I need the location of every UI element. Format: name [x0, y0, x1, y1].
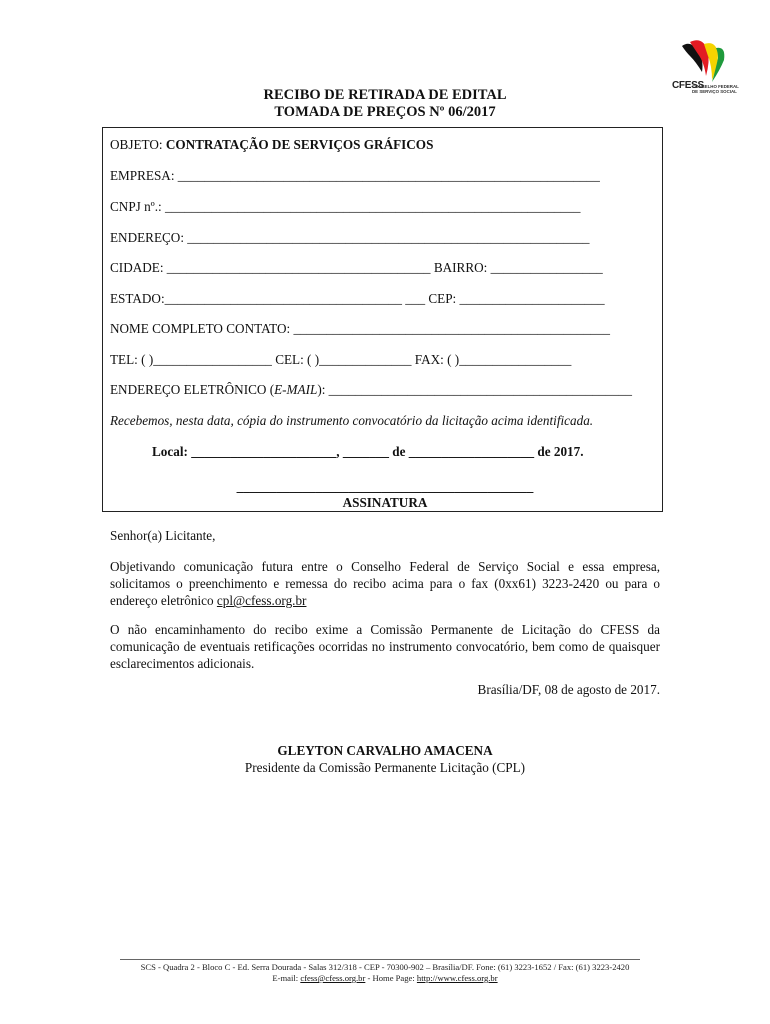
signature-label: ASSINATURA — [342, 495, 428, 510]
footer-contacts — [0, 973, 770, 983]
cpl-email-link[interactable]: cpl@cfess.org.br — [216, 593, 307, 609]
local-date-field[interactable]: Local: ______________________, _______ de ___________________ de 2017. — [152, 444, 584, 459]
signer-role: Presidente da Comissão Permanente Licitação (CPL) — [244, 760, 526, 775]
email-label-a: ENDEREÇO ELETRÔNICO ( — [110, 382, 275, 397]
footer-divider — [120, 959, 640, 960]
footer-home-label: - Home Page: — [365, 973, 417, 983]
footer-email-label: E-mail: — [272, 973, 301, 983]
email-label-em: E-MAIL — [274, 382, 318, 397]
place-date: Brasília/DF, 08 de agosto de 2017. — [477, 682, 660, 697]
page-title: RECIBO DE RETIRADA DE EDITAL — [263, 87, 507, 103]
nome-contato-field[interactable]: NOME COMPLETO CONTATO: ________________________________________________ — [110, 321, 610, 336]
objeto-label: OBJETO: — [110, 137, 166, 152]
cnpj-field[interactable]: CNPJ nº.: _______________________________________________________________ — [110, 199, 581, 214]
cfess-logo-text: CFESS — [672, 80, 704, 91]
email-field[interactable] — [110, 382, 632, 398]
cfess-logo-mark — [668, 36, 742, 86]
signer-name: GLEYTON CARVALHO AMACENA — [277, 743, 493, 758]
cidade-bairro-field[interactable]: CIDADE: ________________________________________ BAIRRO: _________________ — [110, 260, 603, 275]
paragraph-1 — [110, 558, 660, 610]
cfess-logo-subtitle: CONSELHO FEDERAL DE SERVIÇO SOCIAL — [692, 84, 739, 94]
objeto-field — [110, 137, 433, 153]
page-subtitle: TOMADA DE PREÇOS Nº 06/2017 — [274, 104, 496, 120]
paragraph-2: O não encaminhamento do recibo exime a Comissão Permanente de Licitação do CFESS da comunicação de eventuais retificações ocorridas no instrumento convocatório, bem como de quaisquer esclarecimentos adicionais. — [110, 622, 660, 672]
greeting: Senhor(a) Licitante, — [110, 528, 216, 543]
empresa-field[interactable]: EMPRESA: ________________________________________________________________ — [110, 168, 600, 183]
receipt-statement: Recebemos, nesta data, cópia do instrumento convocatório da licitação acima identificada. — [110, 413, 594, 428]
footer-email-link[interactable]: cfess@cfess.org.br — [300, 973, 366, 983]
email-label-b: ): ______________________________________________ — [317, 382, 632, 397]
signature-line[interactable]: _____________________________________________ — [236, 479, 534, 494]
tel-cel-fax-field[interactable]: TEL: ( )__________________ CEL: ( )______________ FAX: ( )_________________ — [110, 352, 572, 367]
estado-cep-field[interactable]: ESTADO:____________________________________ ___ CEP: ______________________ — [110, 291, 605, 306]
endereco-field[interactable]: ENDEREÇO: _____________________________________________________________ — [110, 230, 590, 245]
footer-address: SCS - Quadra 2 - Bloco C - Ed. Serra Dourada - Salas 312/318 - CEP - 70300-902 – Brasília/DF. Fone: (61) 3223-1652 / Fax: (61) 3223-2420 — [140, 962, 630, 972]
footer-homepage-link[interactable]: http://www.cfess.org.br — [416, 973, 498, 983]
paragraph-1-text: Objetivando comunicação futura entre o Conselho Federal de Serviço Social e essa empresa, solicitamos o preenchimento e remessa do recibo acima para o fax (0xx61) 3223-2420 ou para o endereço eletrônico — [110, 559, 660, 609]
objeto-value: CONTRATAÇÃO DE SERVIÇOS GRÁFICOS — [165, 137, 434, 152]
